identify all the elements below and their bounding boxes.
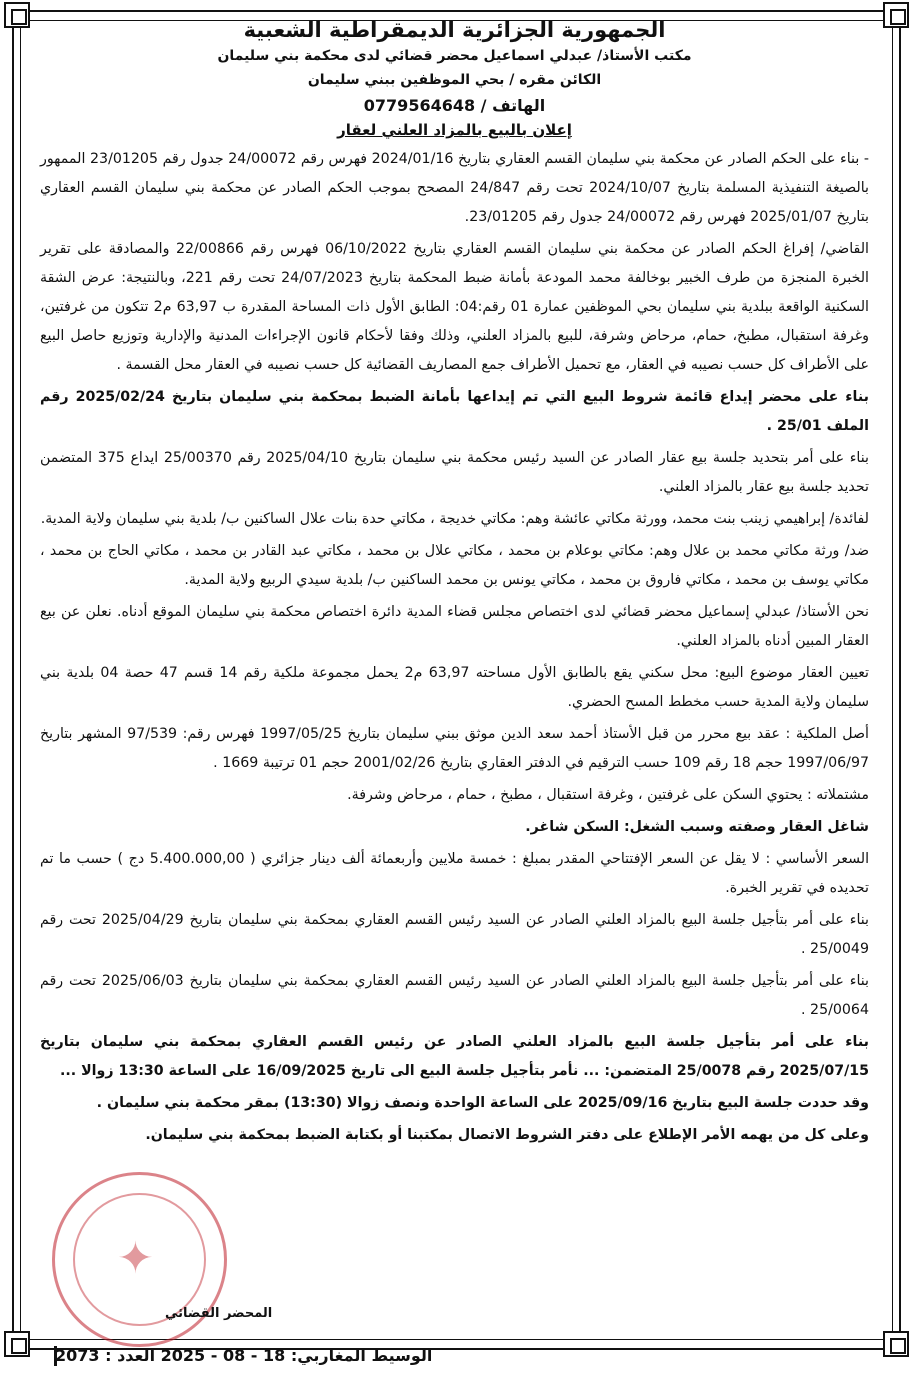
border-corner-ornament <box>883 1331 909 1357</box>
announcement-title: إعلان بالبيع بالمزاد العلني لعقار <box>337 121 572 139</box>
phone-line: الهاتف / 0779564648 <box>363 96 546 115</box>
paragraph-judgment: - بناء على الحكم الصادر عن محكمة بني سليمان القسم العقاري بتاريخ 2024/01/16 فهرس رقم 24/00072 جدول رقم 23/01205 الممهور بالصيغة التنفيذية المسلمة بتاريخ 2024/10/07 تحت رقم 24/847 المصحح بموجب الحكم الصادر عن محكمة بني سليمان القسم العقاري بتاريخ 2025/01/07 فهرس رقم 24/00072 جدول رقم 23/01205. <box>40 151 870 225</box>
border-corner-ornament <box>4 1331 30 1357</box>
paragraph-postponement-1: بناء على أمر بتأجيل جلسة البيع بالمزاد العلني الصادر عن السيد رئيس القسم العقاري بمحكمة بني سليمان بتاريخ 2025/04/29 تحت رقم 25/0049 . <box>40 912 869 957</box>
paragraph-defendants: ضد/ ورثة مكاتي محمد بن علال وهم: مكاتي بوعلام بن محمد ، مكاتي علال بن محمد ، مكاتي عبد القادر بن محمد ، مكاتي الحاج بن محمد ، مكاتي يوسف بن محمد ، مكاتي فاروق بن محمد ، مكاتي يونس بن محمد الساكنين ب/ بلدية سيدي الربيع ولاية المدية. <box>40 543 869 588</box>
republic-title: الجمهورية الجزائرية الديمقراطية الشعبية <box>243 18 666 42</box>
paragraph-bailiff: نحن الأستاذ/ عبدلي إسماعيل محضر قضائي لدى اختصاص مجلس قضاء المدية دائرة اختصاص محكمة بني سليمان الموقع أدناه. نعلن عن بيع العقار المبين أدناه بالمزاد العلني. <box>40 604 869 649</box>
office-line: مكتب الأستاذ/ عبدلي اسماعيل محضر قضائي لدى محكمة بني سليمان <box>217 48 692 64</box>
signature-label: المحضر القضائي <box>165 1306 273 1321</box>
paragraph-property: تعيين العقار موضوع البيع: محل سكني يقع بالطابق الأول مساحته 63,97 م2 يحمل مجموعة ملكية رقم 14 قسم 47 حصة 04 بلدية بني سليمان ولاية المدية حسب مخطط المسح الحضري. <box>40 665 870 710</box>
address-line: الكائن مقره / بحي الموظفين ببني سليمان <box>307 72 602 88</box>
notice-body <box>40 18 869 1153</box>
seal-star-icon: ✦ <box>117 1233 154 1284</box>
notice-header <box>40 18 869 139</box>
paragraph-session-order: بناء على أمر بتحديد جلسة بيع عقار الصادر عن السيد رئيس محكمة بني سليمان بتاريخ 2025/04/10 رقم 25/00370 ايداع 375 المتضمن تحديد جلسة بيع عقار بالمزاد العلني. <box>40 450 869 495</box>
paragraph-base-price: السعر الأساسي : لا يقل عن السعر الإفتتاحي المقدر بمبلغ : خمسة ملايين وأربعمائة ألف دينار جزائري ( 5.400.000,00 دج ) حسب ما تم تحديده في تقرير الخبرة. <box>40 851 870 896</box>
paragraph-consultation: وعلى كل من يهمه الأمر الإطلاع على دفتر الشروط الاتصال بمكتبنا أو بكتابة الضبط بمحكمة بني سليمان. <box>145 1127 869 1143</box>
paragraph-ownership-origin: أصل الملكية : عقد بيع محرر من قبل الأستاذ أحمد سعد الدين موثق ببني سليمان بتاريخ 1997/05/25 فهرس رقم: 97/539 المشهر بتاريخ 1997/06/97 حجم 18 رقم 109 حسب الترقيم في الدفتر العقاري بتاريخ 2001/02/26 حجم 01 ترتيبة 1669 . <box>40 726 869 771</box>
border-corner-ornament <box>883 2 909 28</box>
paragraph-beneficiaries: لفائدة/ إبراهيمي زينب بنت محمد، وورثة مكاتي عائشة وهم: مكاتي خديجة ، مكاتي حدة بنات علال الساكنين ب/ بلدية بني سليمان ولاية المدية. <box>40 511 869 527</box>
paragraph-postponement-2: بناء على أمر بتأجيل جلسة البيع بالمزاد العلني الصادر عن السيد رئيس القسم العقاري بمحكمة بني سليمان بتاريخ 2025/06/03 تحت رقم 25/0064 . <box>40 973 869 1018</box>
paragraph-ruling: القاضي/ إفراغ الحكم الصادر عن محكمة بني سليمان القسم العقاري بتاريخ 06/10/2022 فهرس رقم 22/00866 والمصادقة على تقرير الخبرة المنجزة من طرف الخبير بوخالفة محمد المودعة بأمانة ضبط المحكمة بتاريخ 24/07/2023 تحت رقم 221، وبالنتيجة: عرض الشقة السكنية الواقعة ببلدية بني سليمان بحي الموظفين عمارة 01 رقم:04: الطابق الأول ذات المساحة المقدرة ب 63,97 م2 تتكون من غرفتين، وغرفة استقبال، مطبخ، حمام، مرحاض وشرفة، للبيع بالمزاد العلني، وذلك وفقا لأحكام قانون الإجراءات المدنية والإدارية وتوزيع حاصل البيع على الأطراف كل حسب نصيبه في العقار، مع تحميل الأطراف جمع المصاريف القضائية كل حسب نصيبه في العقار محل القسمة . <box>40 241 869 373</box>
paragraph-contents: مشتملاته : يحتوي السكن على غرفتين ، وغرفة استقبال ، مطبخ ، حمام ، مرحاض وشرفة. <box>347 787 869 803</box>
border-corner-ornament <box>4 2 30 28</box>
newspaper-footer: الوسيط المغاربي: 18 - 08 - 2025 العدد : 2073 <box>55 1346 433 1365</box>
paragraph-conditions-deposit: بناء على محضر إيداع قائمة شروط البيع التي تم إيداعها بأمانة الضبط بمحكمة بني سليمان بتاريخ 2025/02/24 رقم الملف 25/01 . <box>40 389 869 434</box>
paragraph-session-date: وقد حددت جلسة البيع بتاريخ 2025/09/16 على الساعة الواحدة ونصف زوالا (13:30) بمقر محكمة بني سليمان . <box>96 1095 869 1111</box>
paragraph-occupant: شاغل العقار وصفته وسبب الشغل: السكن شاغر. <box>525 819 869 835</box>
paragraph-postponement-3: بناء على أمر بتأجيل جلسة البيع بالمزاد العلني الصادر عن رئيس القسم العقاري بمحكمة بني سليمان بتاريخ 2025/07/15 رقم 25/0078 المتضمن: ... نأمر بتأجيل جلسة البيع الى تاريخ 16/09/2025 على الساعة 13:30 زوالا ... <box>40 1034 869 1079</box>
